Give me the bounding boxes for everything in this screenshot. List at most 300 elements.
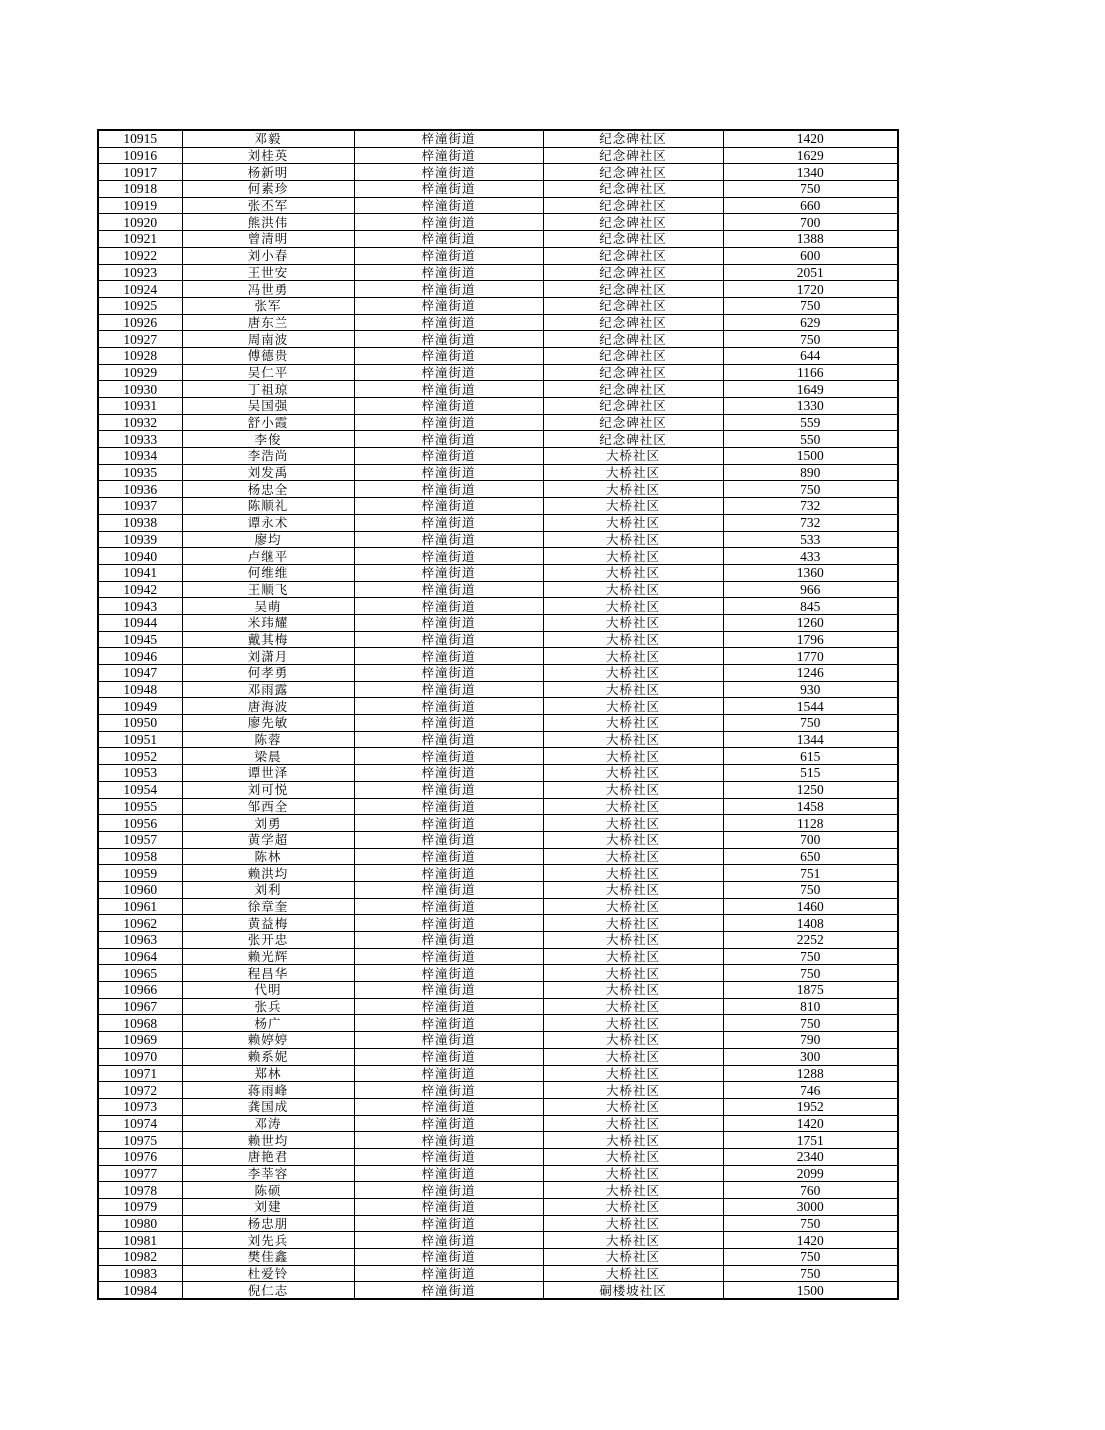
street-cell: 梓潼街道 bbox=[354, 347, 543, 364]
amount-cell: 300 bbox=[723, 1048, 898, 1065]
community-cell: 大桥社区 bbox=[543, 498, 723, 515]
name-cell: 周南波 bbox=[182, 331, 354, 348]
record-id-cell: 10951 bbox=[98, 731, 182, 748]
community-cell: 纪念碑社区 bbox=[543, 147, 723, 164]
community-cell: 大桥社区 bbox=[543, 1082, 723, 1099]
table-row bbox=[98, 1265, 898, 1282]
street-cell: 梓潼街道 bbox=[354, 1265, 543, 1282]
name-cell: 黄学超 bbox=[182, 831, 354, 848]
name-cell: 吴仁平 bbox=[182, 364, 354, 381]
amount-cell: 750 bbox=[723, 1015, 898, 1032]
name-cell: 杨广 bbox=[182, 1015, 354, 1032]
name-cell: 邓毅 bbox=[182, 130, 354, 147]
record-id-cell: 10943 bbox=[98, 598, 182, 615]
community-cell: 大桥社区 bbox=[543, 748, 723, 765]
table-row bbox=[98, 1182, 898, 1199]
street-cell: 梓潼街道 bbox=[354, 398, 543, 415]
community-cell: 大桥社区 bbox=[543, 798, 723, 815]
community-cell: 纪念碑社区 bbox=[543, 130, 723, 147]
street-cell: 梓潼街道 bbox=[354, 881, 543, 898]
street-cell: 梓潼街道 bbox=[354, 781, 543, 798]
table-row bbox=[98, 631, 898, 648]
table-row bbox=[98, 1065, 898, 1082]
record-id-cell: 10929 bbox=[98, 364, 182, 381]
community-cell: 大桥社区 bbox=[543, 1215, 723, 1232]
record-id-cell: 10977 bbox=[98, 1165, 182, 1182]
amount-cell: 1500 bbox=[723, 448, 898, 465]
name-cell: 吴国强 bbox=[182, 398, 354, 415]
street-cell: 梓潼街道 bbox=[354, 1182, 543, 1199]
table-row bbox=[98, 848, 898, 865]
community-cell: 大桥社区 bbox=[543, 881, 723, 898]
street-cell: 梓潼街道 bbox=[354, 982, 543, 999]
record-id-cell: 10956 bbox=[98, 815, 182, 832]
community-cell: 大桥社区 bbox=[543, 481, 723, 498]
street-cell: 梓潼街道 bbox=[354, 381, 543, 398]
name-cell: 谭永术 bbox=[182, 514, 354, 531]
amount-cell: 1720 bbox=[723, 281, 898, 298]
amount-cell: 1128 bbox=[723, 815, 898, 832]
street-cell: 梓潼街道 bbox=[354, 314, 543, 331]
amount-cell: 650 bbox=[723, 848, 898, 865]
name-cell: 刘勇 bbox=[182, 815, 354, 832]
record-id-cell: 10960 bbox=[98, 881, 182, 898]
community-cell: 大桥社区 bbox=[543, 898, 723, 915]
amount-cell: 1420 bbox=[723, 1232, 898, 1249]
table-row bbox=[98, 514, 898, 531]
record-id-cell: 10969 bbox=[98, 1032, 182, 1049]
name-cell: 李俊 bbox=[182, 431, 354, 448]
record-id-cell: 10948 bbox=[98, 681, 182, 698]
record-id-cell: 10946 bbox=[98, 648, 182, 665]
record-id-cell: 10924 bbox=[98, 281, 182, 298]
record-id-cell: 10967 bbox=[98, 998, 182, 1015]
record-id-cell: 10939 bbox=[98, 531, 182, 548]
amount-cell: 1408 bbox=[723, 915, 898, 932]
table-row bbox=[98, 130, 898, 147]
table-row bbox=[98, 765, 898, 782]
community-cell: 大桥社区 bbox=[543, 448, 723, 465]
street-cell: 梓潼街道 bbox=[354, 915, 543, 932]
street-cell: 梓潼街道 bbox=[354, 414, 543, 431]
community-cell: 纪念碑社区 bbox=[543, 331, 723, 348]
community-cell: 大桥社区 bbox=[543, 1032, 723, 1049]
street-cell: 梓潼街道 bbox=[354, 130, 543, 147]
name-cell: 唐海波 bbox=[182, 698, 354, 715]
community-cell: 大桥社区 bbox=[543, 598, 723, 615]
record-id-cell: 10919 bbox=[98, 197, 182, 214]
table-row bbox=[98, 982, 898, 999]
record-id-cell: 10958 bbox=[98, 848, 182, 865]
table-row bbox=[98, 865, 898, 882]
community-cell: 大桥社区 bbox=[543, 564, 723, 581]
street-cell: 梓潼街道 bbox=[354, 831, 543, 848]
street-cell: 梓潼街道 bbox=[354, 614, 543, 631]
community-cell: 大桥社区 bbox=[543, 648, 723, 665]
community-cell: 大桥社区 bbox=[543, 1165, 723, 1182]
community-cell: 纪念碑社区 bbox=[543, 314, 723, 331]
name-cell: 杨忠朋 bbox=[182, 1215, 354, 1232]
name-cell: 谭世泽 bbox=[182, 765, 354, 782]
table-row bbox=[98, 297, 898, 314]
name-cell: 刘先兵 bbox=[182, 1232, 354, 1249]
table-row bbox=[98, 181, 898, 198]
street-cell: 梓潼街道 bbox=[354, 264, 543, 281]
community-cell: 大桥社区 bbox=[543, 865, 723, 882]
street-cell: 梓潼街道 bbox=[354, 598, 543, 615]
name-cell: 张兵 bbox=[182, 998, 354, 1015]
table-row bbox=[98, 1249, 898, 1266]
record-id-cell: 10928 bbox=[98, 347, 182, 364]
amount-cell: 533 bbox=[723, 531, 898, 548]
record-id-cell: 10922 bbox=[98, 247, 182, 264]
name-cell: 刘可悦 bbox=[182, 781, 354, 798]
community-cell: 大桥社区 bbox=[543, 614, 723, 631]
street-cell: 梓潼街道 bbox=[354, 631, 543, 648]
amount-cell: 750 bbox=[723, 1265, 898, 1282]
amount-cell: 750 bbox=[723, 948, 898, 965]
amount-cell: 750 bbox=[723, 297, 898, 314]
name-cell: 徐章奎 bbox=[182, 898, 354, 915]
amount-cell: 644 bbox=[723, 347, 898, 364]
amount-cell: 3000 bbox=[723, 1199, 898, 1216]
table-row bbox=[98, 247, 898, 264]
table-row bbox=[98, 831, 898, 848]
name-cell: 赖婷婷 bbox=[182, 1032, 354, 1049]
table-row bbox=[98, 665, 898, 682]
community-cell: 大桥社区 bbox=[543, 631, 723, 648]
amount-cell: 1649 bbox=[723, 381, 898, 398]
amount-cell: 1246 bbox=[723, 665, 898, 682]
record-id-cell: 10941 bbox=[98, 564, 182, 581]
table-row bbox=[98, 481, 898, 498]
record-id-cell: 10925 bbox=[98, 297, 182, 314]
street-cell: 梓潼街道 bbox=[354, 1032, 543, 1049]
record-id-cell: 10978 bbox=[98, 1182, 182, 1199]
record-id-cell: 10970 bbox=[98, 1048, 182, 1065]
amount-cell: 2051 bbox=[723, 264, 898, 281]
amount-cell: 1544 bbox=[723, 698, 898, 715]
street-cell: 梓潼街道 bbox=[354, 231, 543, 248]
table-row bbox=[98, 448, 898, 465]
table-row bbox=[98, 798, 898, 815]
record-id-cell: 10981 bbox=[98, 1232, 182, 1249]
street-cell: 梓潼街道 bbox=[354, 448, 543, 465]
community-cell: 纪念碑社区 bbox=[543, 264, 723, 281]
street-cell: 梓潼街道 bbox=[354, 815, 543, 832]
record-id-cell: 10962 bbox=[98, 915, 182, 932]
name-cell: 龚国成 bbox=[182, 1098, 354, 1115]
record-id-cell: 10973 bbox=[98, 1098, 182, 1115]
street-cell: 梓潼街道 bbox=[354, 247, 543, 264]
record-id-cell: 10935 bbox=[98, 464, 182, 481]
name-cell: 冯世勇 bbox=[182, 281, 354, 298]
street-cell: 梓潼街道 bbox=[354, 498, 543, 515]
name-cell: 黄益梅 bbox=[182, 915, 354, 932]
community-cell: 大桥社区 bbox=[543, 965, 723, 982]
street-cell: 梓潼街道 bbox=[354, 164, 543, 181]
community-cell: 纪念碑社区 bbox=[543, 381, 723, 398]
street-cell: 梓潼街道 bbox=[354, 898, 543, 915]
table-row bbox=[98, 314, 898, 331]
table-row bbox=[98, 564, 898, 581]
record-id-cell: 10923 bbox=[98, 264, 182, 281]
table-row bbox=[98, 197, 898, 214]
community-cell: 纪念碑社区 bbox=[543, 281, 723, 298]
table-row bbox=[98, 1032, 898, 1049]
amount-cell: 1420 bbox=[723, 130, 898, 147]
name-cell: 唐东兰 bbox=[182, 314, 354, 331]
record-id-cell: 10975 bbox=[98, 1132, 182, 1149]
community-cell: 大桥社区 bbox=[543, 1249, 723, 1266]
record-id-cell: 10961 bbox=[98, 898, 182, 915]
community-cell: 大桥社区 bbox=[543, 831, 723, 848]
community-cell: 大桥社区 bbox=[543, 1182, 723, 1199]
street-cell: 梓潼街道 bbox=[354, 281, 543, 298]
record-id-cell: 10980 bbox=[98, 1215, 182, 1232]
amount-cell: 615 bbox=[723, 748, 898, 765]
table-row bbox=[98, 1165, 898, 1182]
name-cell: 张军 bbox=[182, 297, 354, 314]
community-cell: 纪念碑社区 bbox=[543, 431, 723, 448]
street-cell: 梓潼街道 bbox=[354, 197, 543, 214]
table-row bbox=[98, 698, 898, 715]
record-id-cell: 10933 bbox=[98, 431, 182, 448]
record-id-cell: 10932 bbox=[98, 414, 182, 431]
street-cell: 梓潼街道 bbox=[354, 548, 543, 565]
amount-cell: 750 bbox=[723, 331, 898, 348]
record-id-cell: 10947 bbox=[98, 665, 182, 682]
amount-cell: 660 bbox=[723, 197, 898, 214]
street-cell: 梓潼街道 bbox=[354, 1098, 543, 1115]
community-cell: 纪念碑社区 bbox=[543, 214, 723, 231]
amount-cell: 1260 bbox=[723, 614, 898, 631]
record-id-cell: 10965 bbox=[98, 965, 182, 982]
table-row bbox=[98, 898, 898, 915]
community-cell: 大桥社区 bbox=[543, 932, 723, 949]
amount-cell: 559 bbox=[723, 414, 898, 431]
street-cell: 梓潼街道 bbox=[354, 147, 543, 164]
table-row bbox=[98, 614, 898, 631]
table-row bbox=[98, 581, 898, 598]
record-id-cell: 10917 bbox=[98, 164, 182, 181]
record-id-cell: 10931 bbox=[98, 398, 182, 415]
community-cell: 纪念碑社区 bbox=[543, 398, 723, 415]
community-cell: 纪念碑社区 bbox=[543, 347, 723, 364]
record-id-cell: 10944 bbox=[98, 614, 182, 631]
street-cell: 梓潼街道 bbox=[354, 681, 543, 698]
record-id-cell: 10974 bbox=[98, 1115, 182, 1132]
street-cell: 梓潼街道 bbox=[354, 297, 543, 314]
name-cell: 张开忠 bbox=[182, 932, 354, 949]
table-row bbox=[98, 598, 898, 615]
community-cell: 大桥社区 bbox=[543, 665, 723, 682]
amount-cell: 600 bbox=[723, 247, 898, 264]
data-table bbox=[97, 129, 899, 1300]
table-row bbox=[98, 214, 898, 231]
amount-cell: 433 bbox=[723, 548, 898, 565]
amount-cell: 1875 bbox=[723, 982, 898, 999]
name-cell: 刘利 bbox=[182, 881, 354, 898]
name-cell: 王顺飞 bbox=[182, 581, 354, 598]
record-id-cell: 10915 bbox=[98, 130, 182, 147]
table-row bbox=[98, 548, 898, 565]
name-cell: 舒小霞 bbox=[182, 414, 354, 431]
community-cell: 大桥社区 bbox=[543, 1115, 723, 1132]
table-row bbox=[98, 915, 898, 932]
name-cell: 唐艳君 bbox=[182, 1148, 354, 1165]
table-row bbox=[98, 715, 898, 732]
amount-cell: 700 bbox=[723, 214, 898, 231]
name-cell: 程昌华 bbox=[182, 965, 354, 982]
street-cell: 梓潼街道 bbox=[354, 1148, 543, 1165]
amount-cell: 1751 bbox=[723, 1132, 898, 1149]
record-id-cell: 10972 bbox=[98, 1082, 182, 1099]
table-row bbox=[98, 331, 898, 348]
amount-cell: 550 bbox=[723, 431, 898, 448]
record-id-cell: 10983 bbox=[98, 1265, 182, 1282]
name-cell: 杜爱铃 bbox=[182, 1265, 354, 1282]
record-id-cell: 10918 bbox=[98, 181, 182, 198]
table-row bbox=[98, 1199, 898, 1216]
name-cell: 傅德贵 bbox=[182, 347, 354, 364]
amount-cell: 810 bbox=[723, 998, 898, 1015]
street-cell: 梓潼街道 bbox=[354, 948, 543, 965]
amount-cell: 1770 bbox=[723, 648, 898, 665]
amount-cell: 890 bbox=[723, 464, 898, 481]
amount-cell: 1629 bbox=[723, 147, 898, 164]
community-cell: 大桥社区 bbox=[543, 781, 723, 798]
name-cell: 杨忠全 bbox=[182, 481, 354, 498]
record-id-cell: 10945 bbox=[98, 631, 182, 648]
name-cell: 邹西全 bbox=[182, 798, 354, 815]
name-cell: 刘建 bbox=[182, 1199, 354, 1216]
name-cell: 廖先敏 bbox=[182, 715, 354, 732]
record-id-cell: 10963 bbox=[98, 932, 182, 949]
record-id-cell: 10916 bbox=[98, 147, 182, 164]
name-cell: 吴萌 bbox=[182, 598, 354, 615]
community-cell: 大桥社区 bbox=[543, 1132, 723, 1149]
amount-cell: 1388 bbox=[723, 231, 898, 248]
street-cell: 梓潼街道 bbox=[354, 1215, 543, 1232]
table-row bbox=[98, 815, 898, 832]
community-cell: 纪念碑社区 bbox=[543, 364, 723, 381]
name-cell: 何孝勇 bbox=[182, 665, 354, 682]
record-id-cell: 10984 bbox=[98, 1282, 182, 1299]
community-cell: 大桥社区 bbox=[543, 715, 723, 732]
record-id-cell: 10954 bbox=[98, 781, 182, 798]
community-cell: 纪念碑社区 bbox=[543, 181, 723, 198]
street-cell: 梓潼街道 bbox=[354, 331, 543, 348]
table-row bbox=[98, 1115, 898, 1132]
record-id-cell: 10964 bbox=[98, 948, 182, 965]
community-cell: 纪念碑社区 bbox=[543, 297, 723, 314]
community-cell: 大桥社区 bbox=[543, 531, 723, 548]
amount-cell: 750 bbox=[723, 181, 898, 198]
community-cell: 大桥社区 bbox=[543, 698, 723, 715]
amount-cell: 1420 bbox=[723, 1115, 898, 1132]
community-cell: 大桥社区 bbox=[543, 998, 723, 1015]
table-row bbox=[98, 1215, 898, 1232]
amount-cell: 750 bbox=[723, 715, 898, 732]
street-cell: 梓潼街道 bbox=[354, 932, 543, 949]
record-id-cell: 10950 bbox=[98, 715, 182, 732]
amount-cell: 1250 bbox=[723, 781, 898, 798]
table-row bbox=[98, 932, 898, 949]
table-row bbox=[98, 965, 898, 982]
name-cell: 刘发禹 bbox=[182, 464, 354, 481]
amount-cell: 1360 bbox=[723, 564, 898, 581]
record-id-cell: 10953 bbox=[98, 765, 182, 782]
street-cell: 梓潼街道 bbox=[354, 648, 543, 665]
table-row bbox=[98, 1132, 898, 1149]
table-row bbox=[98, 1015, 898, 1032]
amount-cell: 1952 bbox=[723, 1098, 898, 1115]
street-cell: 梓潼街道 bbox=[354, 581, 543, 598]
street-cell: 梓潼街道 bbox=[354, 181, 543, 198]
amount-cell: 746 bbox=[723, 1082, 898, 1099]
table-row bbox=[98, 1082, 898, 1099]
table-row bbox=[98, 781, 898, 798]
name-cell: 刘桂英 bbox=[182, 147, 354, 164]
name-cell: 刘小春 bbox=[182, 247, 354, 264]
name-cell: 陈顺礼 bbox=[182, 498, 354, 515]
name-cell: 赖洪均 bbox=[182, 865, 354, 882]
name-cell: 梁晨 bbox=[182, 748, 354, 765]
name-cell: 陈硕 bbox=[182, 1182, 354, 1199]
record-id-cell: 10937 bbox=[98, 498, 182, 515]
street-cell: 梓潼街道 bbox=[354, 1048, 543, 1065]
street-cell: 梓潼街道 bbox=[354, 1115, 543, 1132]
amount-cell: 760 bbox=[723, 1182, 898, 1199]
table-row bbox=[98, 1282, 898, 1299]
community-cell: 大桥社区 bbox=[543, 915, 723, 932]
record-id-cell: 10959 bbox=[98, 865, 182, 882]
street-cell: 梓潼街道 bbox=[354, 214, 543, 231]
table-row bbox=[98, 498, 898, 515]
record-id-cell: 10968 bbox=[98, 1015, 182, 1032]
record-id-cell: 10927 bbox=[98, 331, 182, 348]
community-cell: 大桥社区 bbox=[543, 982, 723, 999]
community-cell: 大桥社区 bbox=[543, 815, 723, 832]
community-cell: 大桥社区 bbox=[543, 514, 723, 531]
name-cell: 赖系妮 bbox=[182, 1048, 354, 1065]
record-id-cell: 10942 bbox=[98, 581, 182, 598]
name-cell: 李浩尚 bbox=[182, 448, 354, 465]
street-cell: 梓潼街道 bbox=[354, 1065, 543, 1082]
record-id-cell: 10926 bbox=[98, 314, 182, 331]
street-cell: 梓潼街道 bbox=[354, 1199, 543, 1216]
table-row bbox=[98, 1148, 898, 1165]
amount-cell: 790 bbox=[723, 1032, 898, 1049]
community-cell: 大桥社区 bbox=[543, 1015, 723, 1032]
amount-cell: 732 bbox=[723, 498, 898, 515]
street-cell: 梓潼街道 bbox=[354, 748, 543, 765]
table-row bbox=[98, 748, 898, 765]
record-id-cell: 10921 bbox=[98, 231, 182, 248]
record-id-cell: 10955 bbox=[98, 798, 182, 815]
table-row bbox=[98, 731, 898, 748]
table-row bbox=[98, 398, 898, 415]
table-row bbox=[98, 464, 898, 481]
name-cell: 郑林 bbox=[182, 1065, 354, 1082]
amount-cell: 930 bbox=[723, 681, 898, 698]
name-cell: 陈林 bbox=[182, 848, 354, 865]
street-cell: 梓潼街道 bbox=[354, 431, 543, 448]
street-cell: 梓潼街道 bbox=[354, 998, 543, 1015]
table-row bbox=[98, 164, 898, 181]
amount-cell: 629 bbox=[723, 314, 898, 331]
